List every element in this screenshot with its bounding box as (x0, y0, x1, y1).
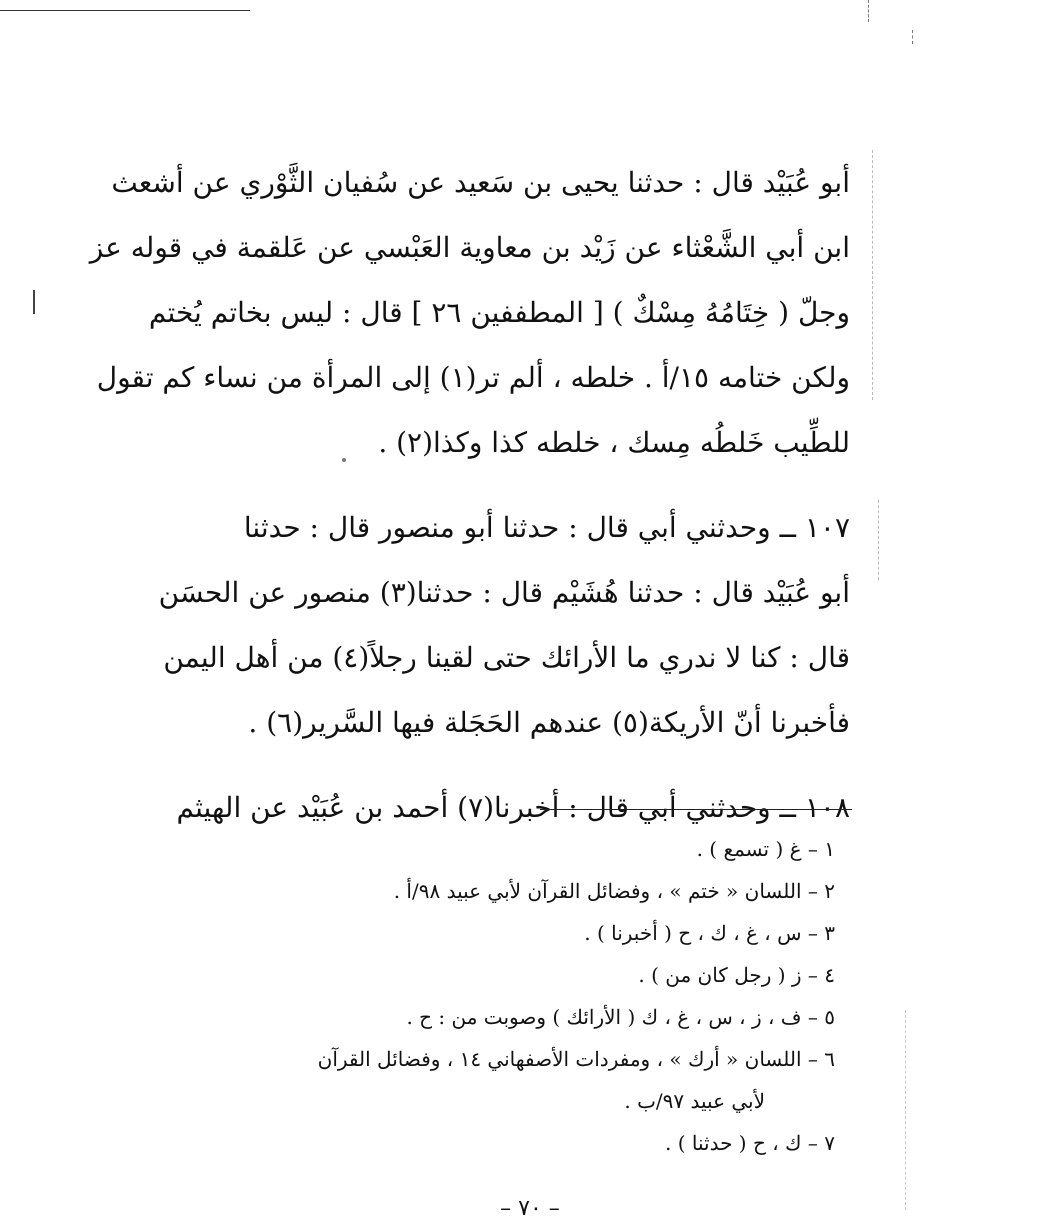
footnote: ٧ – ك ، ح ( حدثنا ) . (665, 1131, 835, 1155)
text-line: أبو عُبَيْد قال : حدثنا يحيى بن سَعيد عن سُفيان الثَّوْري عن أشعث (111, 166, 850, 199)
text-line: ولكن ختامه ١٥/أ . خلطه ، ألم تر(١) إلى المرأة من نساء كم تقول (96, 361, 850, 394)
footnote: ٦ – اللسان « أرك » ، ومفردات الأصفهاني ١٤ ، وفضائل القرآن (317, 1047, 835, 1071)
text-line: للطِّيب خَلطُه مِسك ، خلطه كذا وكذا(٢) . (378, 426, 850, 459)
text-line: أبو عُبَيْد قال : حدثنا هُشَيْم قال : حدثنا(٣) منصور عن الحسَن (158, 576, 850, 609)
scan-edge-mark (912, 30, 913, 44)
scan-edge-mark (878, 500, 879, 580)
scan-margin-mark (33, 290, 35, 314)
text-line: ١٠٨ ــ وحدثني أبي قال : أخبرنا(٧) أحمد بن عُبَيْد عن الهيثم (176, 791, 850, 824)
footnote: ٢ – اللسان « ختم » ، وفضائل القرآن لأبي عبيد ٩٨/أ . (393, 879, 835, 903)
footnote: ٥ – ف ، ز ، س ، غ ، ك ( الأرائك ) وصوبت من : ح . (406, 1005, 835, 1029)
footnote: ٣ – س ، غ ، ك ، ح ( أخبرنا ) . (584, 921, 835, 945)
scan-top-line (0, 10, 250, 11)
footnote-continuation: لأبي عبيد ٩٧/ب . (624, 1089, 765, 1113)
paragraph-1 (89, 150, 850, 475)
text-line: ١٠٧ ــ وحدثني أبي قال : حدثنا أبو منصور قال : حدثنا (243, 511, 850, 544)
footnotes (195, 828, 835, 1164)
paragraph-2 (158, 495, 850, 755)
footnote-divider (540, 809, 852, 810)
text-line: ابن أبي الشَّعْثاء عن زَيْد بن معاوية العَبْسي عن عَلقمة في قوله عز (89, 231, 850, 264)
scan-edge-mark (905, 1010, 906, 1210)
page-number: – ٧٠ – (500, 1196, 560, 1221)
main-text (89, 150, 850, 840)
text-line: فأخبرنا أنّ الأريكة(٥) عندهم الحَجَلة فيها السَّرير(٦) . (248, 706, 850, 739)
scan-edge-mark (868, 0, 869, 22)
text-line: قال : كنا لا ندري ما الأرائك حتى لقينا رجلاً(٤) من أهل اليمن (163, 641, 850, 674)
text-line: وجلّ ( خِتَامُهُ مِسْكٌ ) [ المطففين ٢٦ ] قال : ليس بخاتم يُختم (148, 296, 850, 329)
scan-edge-mark (872, 150, 873, 400)
footnote: ٤ – ز ( رجل كان من ) . (638, 963, 835, 987)
footnote: ١ – غ ( تسمع ) . (696, 837, 835, 861)
